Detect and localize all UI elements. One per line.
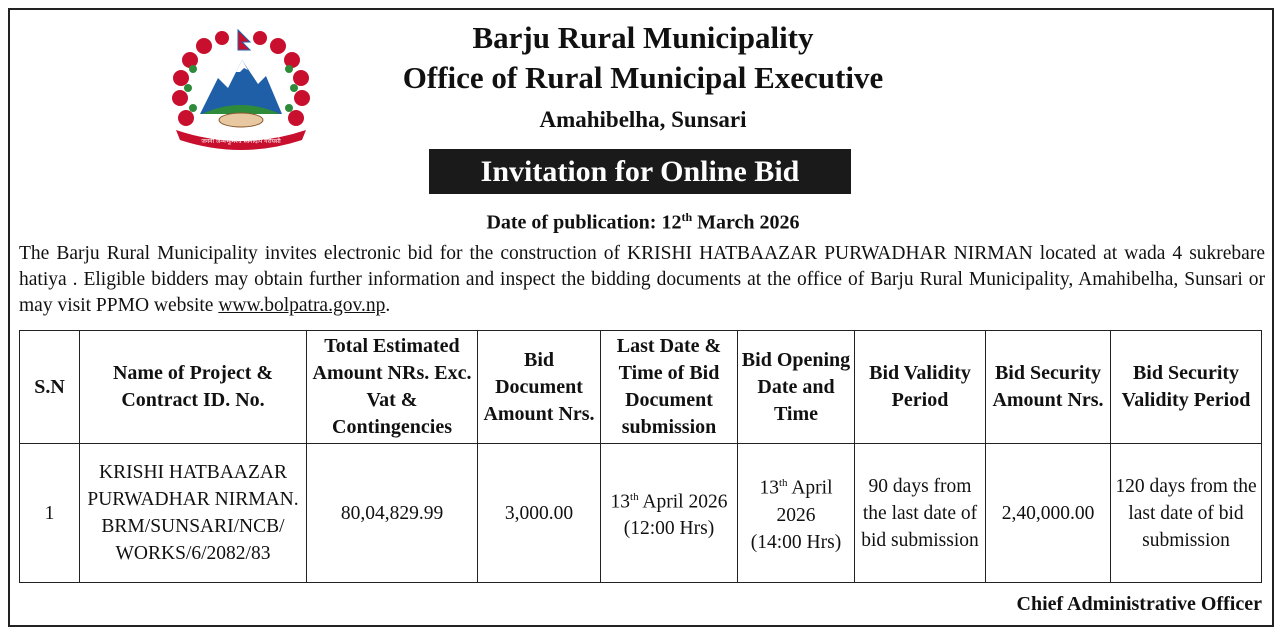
col-validity-period: Bid Validity Period [855, 331, 986, 444]
notice-title-banner: Invitation for Online Bid [429, 149, 851, 194]
col-security-amount: Bid Security Amount Nrs. [986, 331, 1111, 444]
col-document-amount: Bid Document Amount Nrs. [478, 331, 601, 444]
col-project: Name of Project & Contract ID. No. [80, 331, 307, 444]
cell-validity-period: 90 days from the last date of bid submission [855, 444, 986, 583]
cell-security-amount: 2,40,000.00 [986, 444, 1111, 583]
col-sn: S.N [20, 331, 80, 444]
table-row [20, 444, 1262, 583]
col-security-validity: Bid Security Validity Period [1111, 331, 1262, 444]
cell-last-date: 13th April 2026 (12:00 Hrs) [601, 444, 738, 583]
cell-project: KRISHI HATBAAZAR PURWADHAR NIRMAN. BRM/SUNSARI/NCB/ WORKS/6/2082/83 [80, 444, 307, 583]
emblem-motto: जननी जन्मभूमिश्च स्वर्गादपि गरीयसी [201, 138, 281, 145]
cell-estimated-amount: 80,04,829.99 [307, 444, 478, 583]
signatory-title: Chief Administrative Officer [1016, 593, 1262, 615]
cell-security-validity: 120 days from the last date of bid submission [1111, 444, 1262, 583]
cell-document-amount: 3,000.00 [478, 444, 601, 583]
office-name: Office of Rural Municipal Executive [402, 60, 884, 95]
col-estimated-amount: Total Estimated Amount NRs. Exc. Vat & Contingencies [307, 331, 478, 444]
municipality-name: Barju Rural Municipality [472, 20, 814, 55]
bid-table [19, 330, 1262, 583]
col-last-date: Last Date & Time of Bid Document submission [601, 331, 738, 444]
ppmo-website-link[interactable]: www.bolpatra.gov.np [218, 295, 386, 316]
col-opening-date: Bid Opening Date and Time [738, 331, 855, 444]
table-header-row [20, 331, 1262, 444]
office-address: Amahibelha, Sunsari [539, 107, 747, 132]
cell-opening-date: 13th April 2026 (14:00 Hrs) [738, 444, 855, 583]
publication-date: Date of publication: 12th March 2026 [486, 210, 800, 234]
cell-sn: 1 [20, 444, 80, 583]
intro-paragraph: The Barju Rural Municipality invites electronic bid for the construction of KRISHI HATBAAZAR PURWADHAR NIRMAN located at wada 4 sukrebare hatiya . Eligible bidders may obtain further information and inspect the bidding documents at the office of Barju Rural Municipality, Amahibelha, Sunsari or may visit PPMO website www.bolpatra.gov.np. [19, 243, 1265, 316]
